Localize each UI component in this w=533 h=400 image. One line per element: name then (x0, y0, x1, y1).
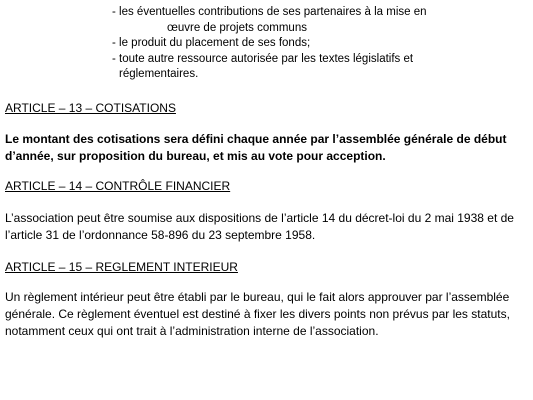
article-15-text-line: notamment ceux qui ont trait à l’administration interne de l’association. (5, 324, 379, 338)
article-15-heading-block (5, 259, 527, 276)
article-14-text-line: L’association peut être soumise aux dispositions de l’article 14 du décret-loi du 2 mai 1938 et de (5, 211, 514, 225)
article-13-heading-block (5, 100, 527, 117)
list-item: - le produit du placement de ses fonds; (112, 37, 311, 49)
article-15-text-line: Un règlement intérieur peut être établi par le bureau, qui le fait alors approuver par l’assemblée (5, 290, 510, 304)
article-13-text-line: d’année, sur proposition du bureau, et mis au vote pour acception. (5, 149, 386, 163)
article-15-text-line: générale. Ce règlement éventuel est destiné à fixer les divers points non prévus par les statuts, (5, 307, 510, 321)
article-13-paragraph (5, 131, 527, 165)
list-item-continuation: œuvre de projets communs (167, 21, 307, 34)
list-item-continuation: réglementaires. (119, 68, 199, 80)
list-item: - toute autre ressource autorisée par les textes législatifs et (112, 52, 414, 65)
article-14-text-line: l’article 31 de l’ordonnance 58-896 du 23 septembre 1958. (5, 228, 316, 242)
article-15-paragraph (5, 289, 527, 340)
article-13-text-line: Le montant des cotisations sera défini chaque année par l’assemblée générale de début (5, 132, 507, 146)
list-item: - les éventuelles contributions de ses partenaires à la mise en (112, 6, 427, 18)
article-14-paragraph (5, 210, 527, 244)
resources-list (112, 5, 512, 83)
article-15-heading: ARTICLE – 15 – REGLEMENT INTERIEUR (5, 260, 238, 274)
article-13-heading: ARTICLE – 13 – COTISATIONS (5, 101, 176, 115)
article-14-heading-block (5, 178, 527, 195)
article-14-heading: ARTICLE – 14 – CONTRÔLE FINANCIER (5, 179, 231, 193)
